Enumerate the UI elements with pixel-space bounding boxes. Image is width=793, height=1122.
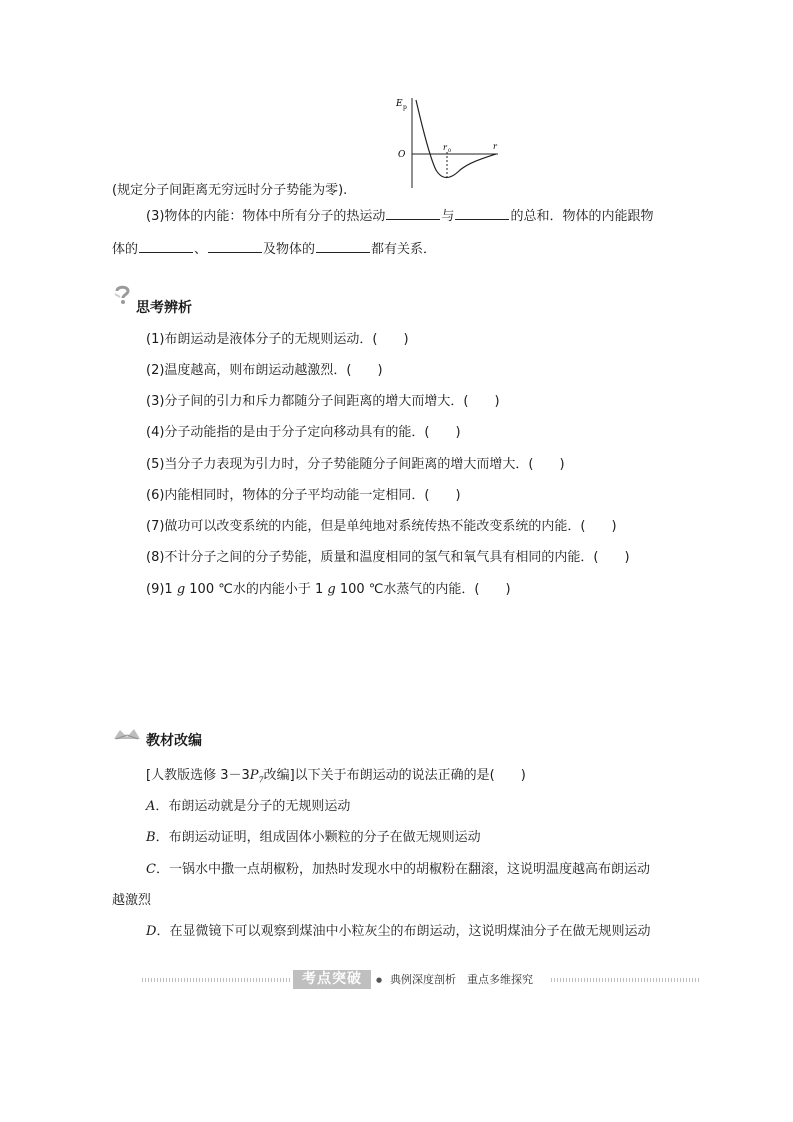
banner-subtitle: 典例深度剖析 重点多维探究 bbox=[390, 973, 533, 986]
item9-unit-g2: g bbox=[327, 582, 336, 597]
blank-2[interactable] bbox=[455, 207, 509, 220]
item9-unit-g1: g bbox=[176, 582, 186, 597]
item9-text-a: (9)1 bbox=[146, 582, 177, 597]
judge-item-3: (3)分子间的引力和斥力都随分子间距离的增大而增大．( ) bbox=[146, 394, 500, 409]
section-title-textbook: 教材改编 bbox=[146, 733, 202, 749]
potential-energy-graph bbox=[392, 96, 502, 191]
option-c-text: ．一锅水中撒一点胡椒粉，加热时发现水中的胡椒粉在翻滚，这说明温度越高布朗运动 bbox=[155, 862, 650, 877]
textbook-question bbox=[146, 767, 526, 790]
section-title-thinking: 思考辨析 bbox=[136, 300, 192, 316]
option-b bbox=[146, 829, 481, 847]
question-text-a: [人教版选修 3－3 bbox=[146, 768, 250, 783]
judge-item-4: (4)分子动能指的是由于分子定向移动具有的能．( ) bbox=[146, 425, 461, 440]
banner-rule-right bbox=[551, 978, 701, 982]
question-mark-icon bbox=[114, 285, 132, 305]
option-b-letter: B bbox=[146, 830, 156, 845]
book-icon bbox=[112, 727, 142, 741]
internal-energy-text-b: 与 bbox=[441, 209, 455, 224]
internal-energy-text-c: 的总和．物体的内能跟物 bbox=[510, 209, 654, 224]
banner-rule-left bbox=[142, 978, 292, 982]
judge-item-7: (7)做功可以改变系统的内能，但是单纯地对系统传热不能改变系统的内能．( ) bbox=[146, 519, 617, 534]
item9-text-b: 100 ℃水的内能小于 1 bbox=[185, 582, 328, 597]
potential-curve bbox=[416, 100, 496, 178]
internal-energy-line1 bbox=[146, 207, 653, 226]
option-c-letter: C bbox=[146, 862, 156, 877]
internal-energy-text-f: 及物体的 bbox=[263, 242, 316, 257]
r0-label-sub: 0 bbox=[448, 148, 452, 154]
option-d-text: ．在显微镜下可以观察到煤油中小粒灰尘的布朗运动，这说明煤油分子在做无规则运动 bbox=[156, 924, 651, 939]
option-a-text: ．布朗运动就是分子的无规则运动 bbox=[155, 799, 351, 814]
item9-text-c: 100 ℃水蒸气的内能．( ) bbox=[335, 582, 511, 597]
option-d bbox=[146, 923, 650, 941]
question-page-sub: 7 bbox=[258, 775, 264, 785]
option-c bbox=[146, 861, 650, 879]
question-text-b: 改编]以下关于布朗运动的说法正确的是( ) bbox=[263, 768, 526, 783]
option-a-letter: A bbox=[146, 799, 156, 814]
judge-item-1: (1)布朗运动是液体分子的无规则运动．( ) bbox=[146, 332, 409, 347]
judge-item-5: (5)当分子力表现为引力时，分子势能随分子间距离的增大而增大．( ) bbox=[146, 457, 565, 472]
option-c-continued: 越激烈 bbox=[112, 893, 152, 908]
question-page-p: P bbox=[249, 768, 259, 783]
blank-1[interactable] bbox=[386, 207, 440, 220]
x-axis-label: r bbox=[493, 142, 497, 151]
judge-item-2: (2)温度越高，则布朗运动越激烈．( ) bbox=[146, 363, 383, 378]
option-a bbox=[146, 798, 350, 816]
y-axis-label: E bbox=[396, 99, 403, 109]
judge-item-6: (6)内能相同时，物体的分子平均动能一定相同．( ) bbox=[146, 488, 461, 503]
internal-energy-text-g: 都有关系． bbox=[371, 242, 437, 257]
y-axis-label-sub: p bbox=[403, 104, 407, 111]
internal-energy-text-a: (3)物体的内能：物体中所有分子的热运动 bbox=[146, 209, 386, 224]
option-d-letter: D bbox=[146, 924, 157, 939]
banner-badge: 考点突破 bbox=[293, 970, 371, 989]
internal-energy-line2 bbox=[112, 240, 436, 259]
intro-line: (规定分子间距离无穷远时分子势能为零). bbox=[112, 183, 348, 198]
internal-energy-text-e: 、 bbox=[194, 242, 208, 257]
origin-label: O bbox=[398, 150, 406, 160]
banner-separator: ● bbox=[376, 976, 383, 984]
judge-item-9 bbox=[146, 581, 511, 599]
judge-item-8: (8)不计分子之间的分子势能，质量和温度相同的氢气和氧气具有相同的内能．( ) bbox=[146, 550, 630, 565]
blank-5[interactable] bbox=[316, 240, 370, 253]
blank-4[interactable] bbox=[208, 240, 262, 253]
blank-3[interactable] bbox=[139, 240, 193, 253]
internal-energy-text-d: 体的 bbox=[112, 242, 139, 257]
option-b-text: ．布朗运动证明，组成固体小颗粒的分子在做无规则运动 bbox=[155, 830, 481, 845]
r0-label: r bbox=[443, 143, 447, 152]
